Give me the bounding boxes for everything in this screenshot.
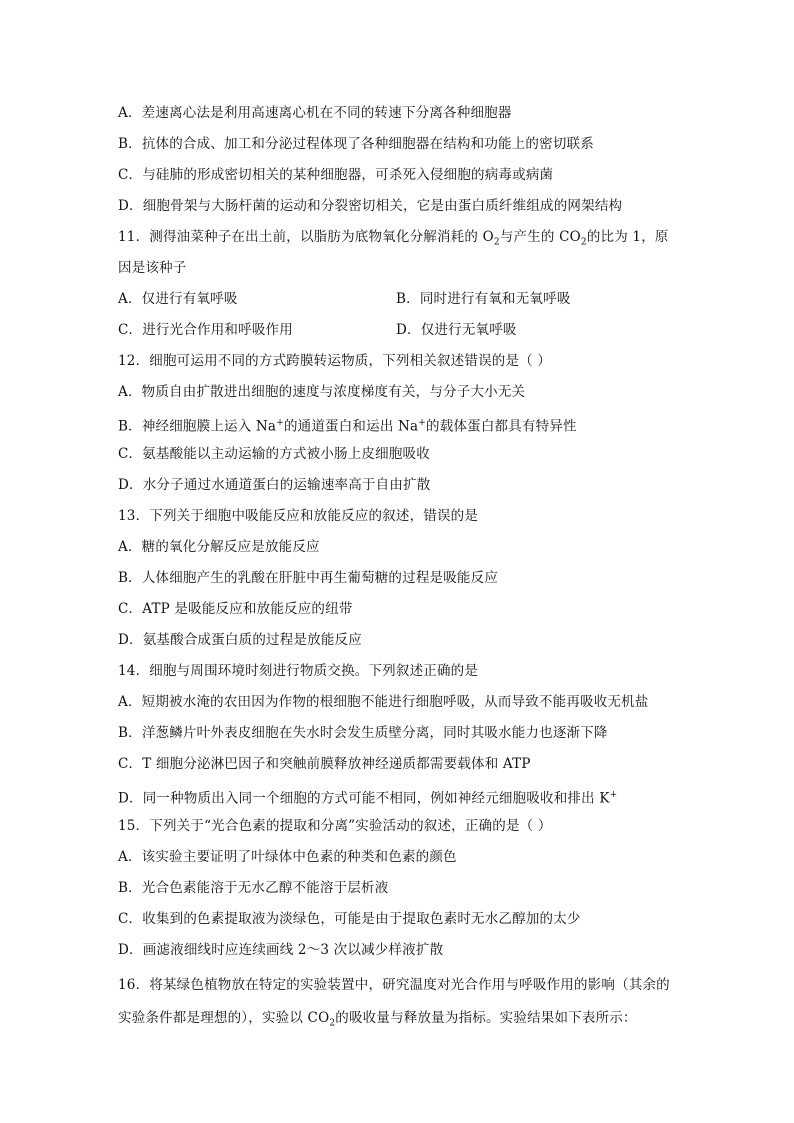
q16-line2: [118, 1009, 637, 1033]
q11-option-d: D．仅进行无氧呼吸: [396, 322, 517, 338]
q13-option-b: B．人体细胞产生的乳酸在肝脏中再生葡萄糖的过程是吸能反应: [118, 570, 499, 586]
q11-sub-co2: 2: [580, 237, 587, 248]
q12-option-a: A．物质自由扩散进出细胞的速度与浓度梯度有关，与分子大小无关: [118, 384, 526, 400]
q16-sub-co2: 2: [329, 1018, 336, 1029]
q14-d-part1: D．同一种物质出入同一个细胞的方式可能不相同，例如神经元细胞吸收和排出 K: [118, 790, 610, 807]
q12-b-sup1: +: [276, 418, 284, 428]
q12-b-part1: B．神经细胞膜上运入 Na: [118, 418, 277, 435]
prev-option-d: D．细胞骨架与大肠杆菌的运动和分裂密切相关，它是由蛋白质纤维组成的网架结构: [118, 198, 623, 214]
q11-options-row1: [118, 290, 238, 308]
prev-option-a: A．差速离心法是利用高速离心机在不同的转速下分离各种细胞器: [118, 105, 512, 121]
q11-stem-part2: 与产生的 CO: [499, 229, 581, 245]
prev-option-c: C．与硅肺的形成密切相关的某种细胞器，可杀死入侵细胞的病毒或病菌: [118, 167, 554, 183]
q16-line2-part1: 实验条件都是理想的），实验以 CO: [118, 1010, 330, 1026]
q15-option-d: D．画滤液细线时应连续画线 2～3 次以减少样液扩散: [118, 942, 444, 958]
q14-stem: 14．细胞与周围环境时刻进行物质交换。下列叙述正确的是: [118, 663, 479, 679]
q11-stem: [118, 228, 669, 252]
q14-option-b: B．洋葱鳞片叶外表皮细胞在失水时会发生质壁分离，同时其吸水能力也逐渐下降: [118, 725, 608, 741]
q12-b-part2: 的通道蛋白和运出 Na: [283, 418, 419, 435]
q12-b-sup2: +: [418, 418, 427, 428]
q12-option-c: C．氨基酸能以主动运输的方式被小肠上皮细胞吸收: [118, 446, 430, 462]
q15-option-c: C．收集到的色素提取液为淡绿色，可能是由于提取色素时无水乙醇加的太少: [118, 911, 581, 927]
q12-option-d: D．水分子通过水通道蛋白的运输速率高于自由扩散: [118, 477, 431, 493]
q11-stem-part1: 11．测得油菜种子在出土前，以脂肪为底物氧化分解消耗的 O: [118, 229, 494, 245]
q12-option-b: [118, 414, 577, 436]
prev-option-b: B．抗体的合成、加工和分泌过程体现了各种细胞器在结构和功能上的密切联系: [118, 136, 594, 152]
q13-option-d: D．氨基酸合成蛋白质的过程是放能反应: [118, 632, 362, 648]
q12-stem: 12．细胞可运用不同的方式跨膜转运物质，下列相关叙述错误的是（ ）: [118, 353, 552, 369]
q13-stem: 13．下列关于细胞中吸能反应和放能反应的叙述，错误的是: [118, 508, 479, 524]
q14-option-d: [118, 786, 617, 808]
q12-b-part3: 的载体蛋白都具有特异性: [426, 418, 577, 435]
q14-option-c: C．T 细胞分泌淋巴因子和突触前膜释放神经递质都需要载体和 ATP: [118, 756, 531, 772]
q14-d-sup: +: [609, 790, 618, 800]
q15-option-a: A．该实验主要证明了叶绿体中色素的种类和色素的颜色: [118, 849, 457, 865]
q11-sub-o2: 2: [493, 237, 500, 248]
q11-option-a: A．仅进行有氧呼吸: [118, 291, 238, 307]
q15-stem: 15．下列关于“光合色素的提取和分离”实验活动的叙述，正确的是（ ）: [118, 818, 552, 834]
q14-option-a: A．短期被水淹的农田因为作物的根细胞不能进行细胞呼吸，从而导致不能再吸收无机盐: [118, 694, 649, 710]
q11-option-c: C．进行光合作用和呼吸作用: [118, 322, 293, 338]
q16-line1: 16．将某绿色植物放在特定的实验装置中，研究温度对光合作用与呼吸作用的影响（其余的: [118, 977, 670, 993]
q13-option-c: C．ATP 是吸能反应和放能反应的纽带: [118, 601, 353, 617]
q13-option-a: A．糖的氧化分解反应是放能反应: [118, 539, 320, 555]
q11-stem-part3: 的比为 1，原: [586, 229, 669, 245]
q16-line2-part2: 的吸收量与释放量为指标。实验结果如下表所示：: [335, 1010, 637, 1026]
q15-option-b: B．光合色素能溶于无水乙醇不能溶于层析液: [118, 880, 389, 896]
q11-stem-line2: 因是该种子: [118, 260, 187, 276]
q11-option-b: B．同时进行有氧和无氧呼吸: [396, 291, 571, 307]
